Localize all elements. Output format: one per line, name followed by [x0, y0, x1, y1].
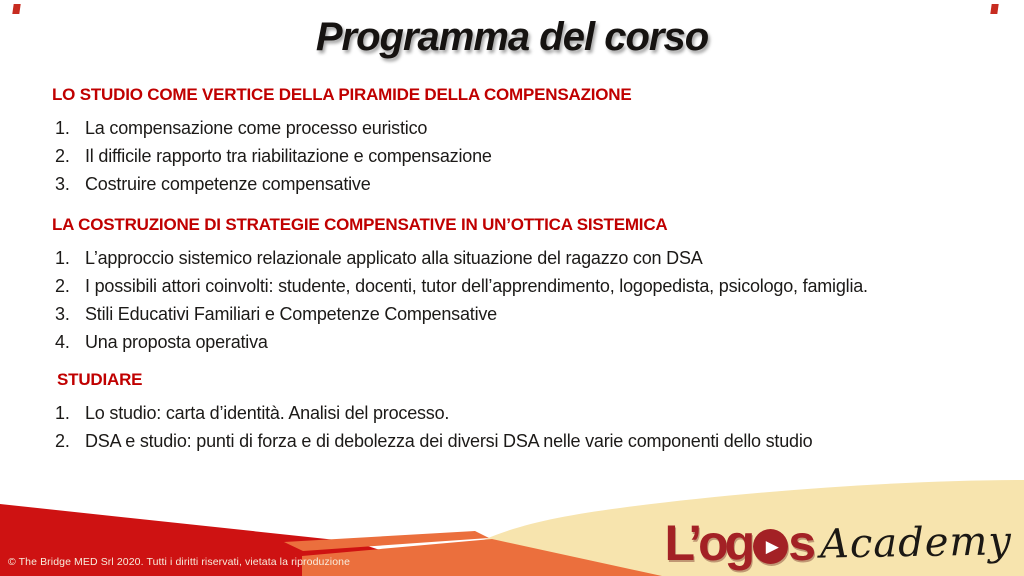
slide-footer [0, 476, 1024, 576]
play-icon [753, 529, 788, 564]
list-item: La compensazione come processo euristico [85, 118, 428, 138]
list-item: Stili Educativi Familiari e Competenze Compensative [85, 304, 497, 324]
list-item: L’approccio sistemico relazionale applicato alla situazione del ragazzo con DSA [85, 248, 703, 268]
corner-accent-right [990, 4, 998, 14]
brand-text-post: s [788, 515, 813, 571]
brand-text-pre: L’og [664, 515, 752, 571]
list-item: Lo studio: carta d’identità. Analisi del processo. [85, 403, 450, 423]
section-list-2 [52, 244, 972, 356]
section-list-3 [52, 399, 972, 455]
slide-body [0, 64, 1024, 455]
copyright-text: © The Bridge MED Srl 2020. Tutti i diritti riservati, vietata la riproduzione [8, 556, 351, 568]
section-list-1 [52, 114, 972, 198]
slide-title: Programma del corso [315, 15, 709, 59]
section-heading-1: LO STUDIO COME VERTICE DELLA PIRAMIDE DELLA COMPENSAZIONE [52, 85, 632, 104]
list-item: I possibili attori coinvolti: studente, docenti, tutor dell’apprendimento, logopedista, psicologo, famiglia. [85, 276, 868, 296]
list-item: Una proposta operativa [85, 332, 268, 352]
corner-accent-left [12, 4, 20, 14]
list-item: Il difficile rapporto tra riabilitazione e compensazione [85, 146, 492, 166]
list-item: Costruire competenze compensative [85, 174, 371, 194]
play-triangle-glyph: ▶ [765, 536, 779, 556]
list-item: DSA e studio: punti di forza e di debolezza dei diversi DSA nelle varie componenti dello studio [85, 431, 813, 451]
logos-academy-logo [664, 514, 1012, 572]
brand-suffix-text: Academy [819, 518, 1013, 568]
section-heading-2: LA COSTRUZIONE DI STRATEGIE COMPENSATIVE IN UN’OTTICA SISTEMICA [52, 215, 668, 234]
section-heading-3: STUDIARE [57, 370, 143, 389]
